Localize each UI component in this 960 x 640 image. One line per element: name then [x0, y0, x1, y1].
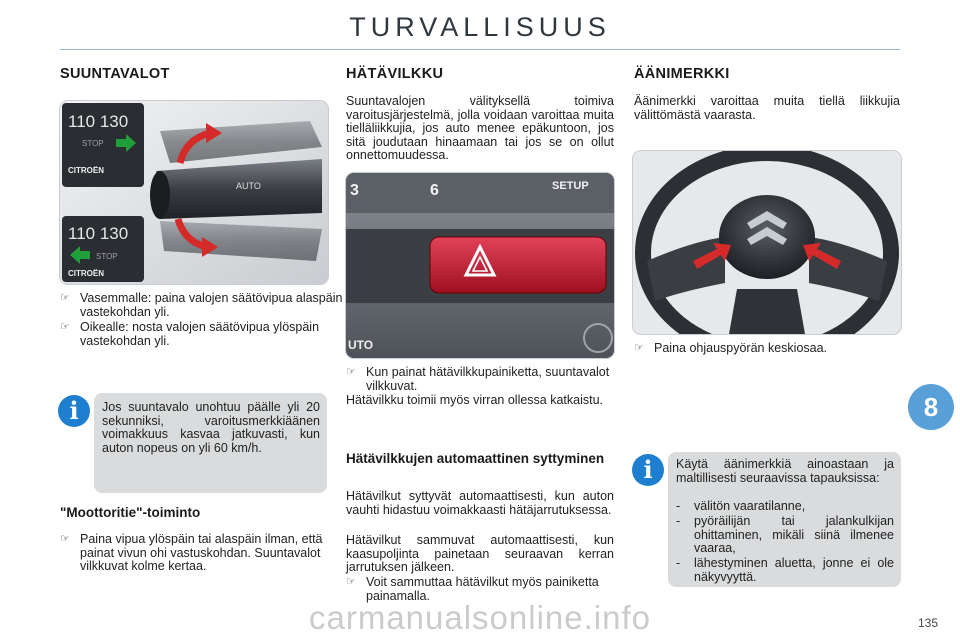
auto-hazard-off-text: Hätävilkut sammuvat automaattisesti, kun kaasupoljinta painetaan seuraavan kerran jarrutuksen jälkeen.: [346, 533, 614, 574]
section-heading-hatavilkku: HÄTÄVILKKU: [346, 66, 444, 82]
bullet-hand-icon: ☞: [634, 342, 644, 354]
auto-hazard-on-text: Hätävilkut syttyvät automaattisesti, kun auton vauhti hidastuu voimakkaasti hätäjarrutuksessa.: [346, 489, 614, 517]
speed-scale-top: 110 130: [68, 112, 129, 131]
steering-wheel-illustration: [633, 151, 901, 334]
bullet-left-turn: [60, 292, 346, 319]
dash-marker: -: [676, 499, 681, 513]
hazard-ignition-off-text: Hätävilkku toimii myös virran ollessa katkaistu.: [346, 393, 604, 407]
brand-label-bottom: CITROËN: [68, 269, 104, 278]
bullet-hand-icon: ☞: [60, 533, 70, 545]
bullet-left-turn-text: Vasemmalle: paina valojen säätövipua alaspäin vastekohdan yli.: [80, 291, 343, 319]
horn-usage-item-2-text: pyöräilijän tai jalankulkijan ohittaminen, mikäli siinä ilmenee vaaraa,: [694, 514, 894, 555]
horn-usage-item-2: [676, 515, 894, 556]
chapter-badge: 8: [908, 384, 954, 430]
setup-label: SETUP: [552, 180, 589, 192]
preset-6-label: 6: [430, 182, 439, 199]
section-heading-suuntavalot: SUUNTAVALOT: [60, 66, 170, 82]
stop-label-bottom: STOP: [96, 252, 118, 261]
horn-usage-item-3: [676, 557, 894, 584]
bullet-horn-press-text: Paina ohjauspyörän keskiosaa.: [654, 341, 828, 355]
horn-usage-intro: Käytä äänimerkkiä ainoastaan ja maltillisesti seuraavissa tapauksissa:: [676, 457, 894, 485]
watermark: carmanualsonline.info: [308, 599, 652, 636]
section-heading-aanimerkki: ÄÄNIMERKKI: [634, 66, 730, 82]
hazard-illustration: [346, 173, 614, 358]
title-divider: [60, 49, 900, 50]
bullet-motorway: [60, 533, 346, 574]
bullet-hazard-press-text: Kun painat hätävilkkupainiketta, suuntavalot vilkkuvat.: [366, 365, 610, 393]
speed-scale-bottom: 110 130: [68, 224, 129, 243]
horn-intro-text: Äänimerkki varoittaa muita tiellä liikkujia välittömästä vaarasta.: [634, 94, 900, 122]
lower-spoke: [729, 289, 805, 334]
dash-marker: -: [676, 556, 681, 570]
page-number: 135: [917, 616, 938, 630]
bullet-hand-icon: ☞: [60, 321, 70, 333]
bullet-motorway-text: Paina vipua ylöspäin tai alaspäin ilman, että painat vivun ohi vastuskohdan. Suuntavalot vilkkuvat kolme kertaa.: [80, 532, 323, 573]
info-icon: i: [58, 395, 90, 427]
bullet-right-turn: [60, 321, 346, 348]
dash-marker: -: [676, 514, 681, 528]
bullet-hazard-press: [346, 366, 634, 393]
bullet-hand-icon: ☞: [346, 366, 356, 378]
bullet-hand-icon: ☞: [60, 292, 70, 304]
turn-signal-illustration: [60, 101, 328, 284]
info-signal-text: Jos suuntavalo unohtuu päälle yli 20 sekunniksi, varoitusmerkkiäänen voimakkuus kasvaa jatkuvasti, kun auton nopeus on yli 60 km/h.: [102, 400, 320, 455]
turn-signal-image: [59, 100, 329, 285]
bullet-hand-icon: ☞: [346, 576, 356, 588]
page-title: TURVALLISUUS: [349, 12, 611, 42]
hazard-button-image: [345, 172, 615, 359]
horn-usage-item-3-text: lähestyminen aluetta, jonne ei ole näkyvyyttä.: [694, 556, 894, 584]
section-heading-auto-hazard: Hätävilkkujen automaattinen syttyminen: [346, 451, 605, 466]
preset-3-label: 3: [350, 182, 359, 199]
hazard-button: [430, 237, 606, 293]
brand-label-top: CITROËN: [68, 166, 104, 175]
steering-wheel-image: [632, 150, 902, 335]
bullet-horn-press: [634, 342, 920, 356]
bullet-right-turn-text: Oikealle: nosta valojen säätövipua ylöspäin vastekohdan yli.: [80, 320, 320, 348]
info-icon: i: [632, 454, 664, 486]
auto-fragment-label: UTO: [348, 338, 374, 352]
horn-usage-item-1: [676, 500, 894, 514]
hazard-intro-text: Suuntavalojen välityksellä toimiva varoitusjärjestelmä, jolla voidaan varoittaa muita tielläliikkujia, jos auto menee epäkuntoon, jos sitä joudutaan hinaamaan tai jos se on ollut onnettomuudessa.: [346, 94, 614, 162]
section-heading-motorway: "Moottoritie"-toiminto: [60, 505, 201, 520]
stop-label-top: STOP: [82, 139, 104, 148]
horn-pad: [719, 195, 815, 279]
auto-label: AUTO: [236, 181, 261, 191]
horn-usage-item-1-text: välitön vaaratilanne,: [694, 499, 806, 513]
stalk-tip: [150, 171, 170, 219]
bullet-hazard-off-text: Voit sammuttaa hätävilkut myös painiketta painamalla.: [366, 575, 599, 603]
